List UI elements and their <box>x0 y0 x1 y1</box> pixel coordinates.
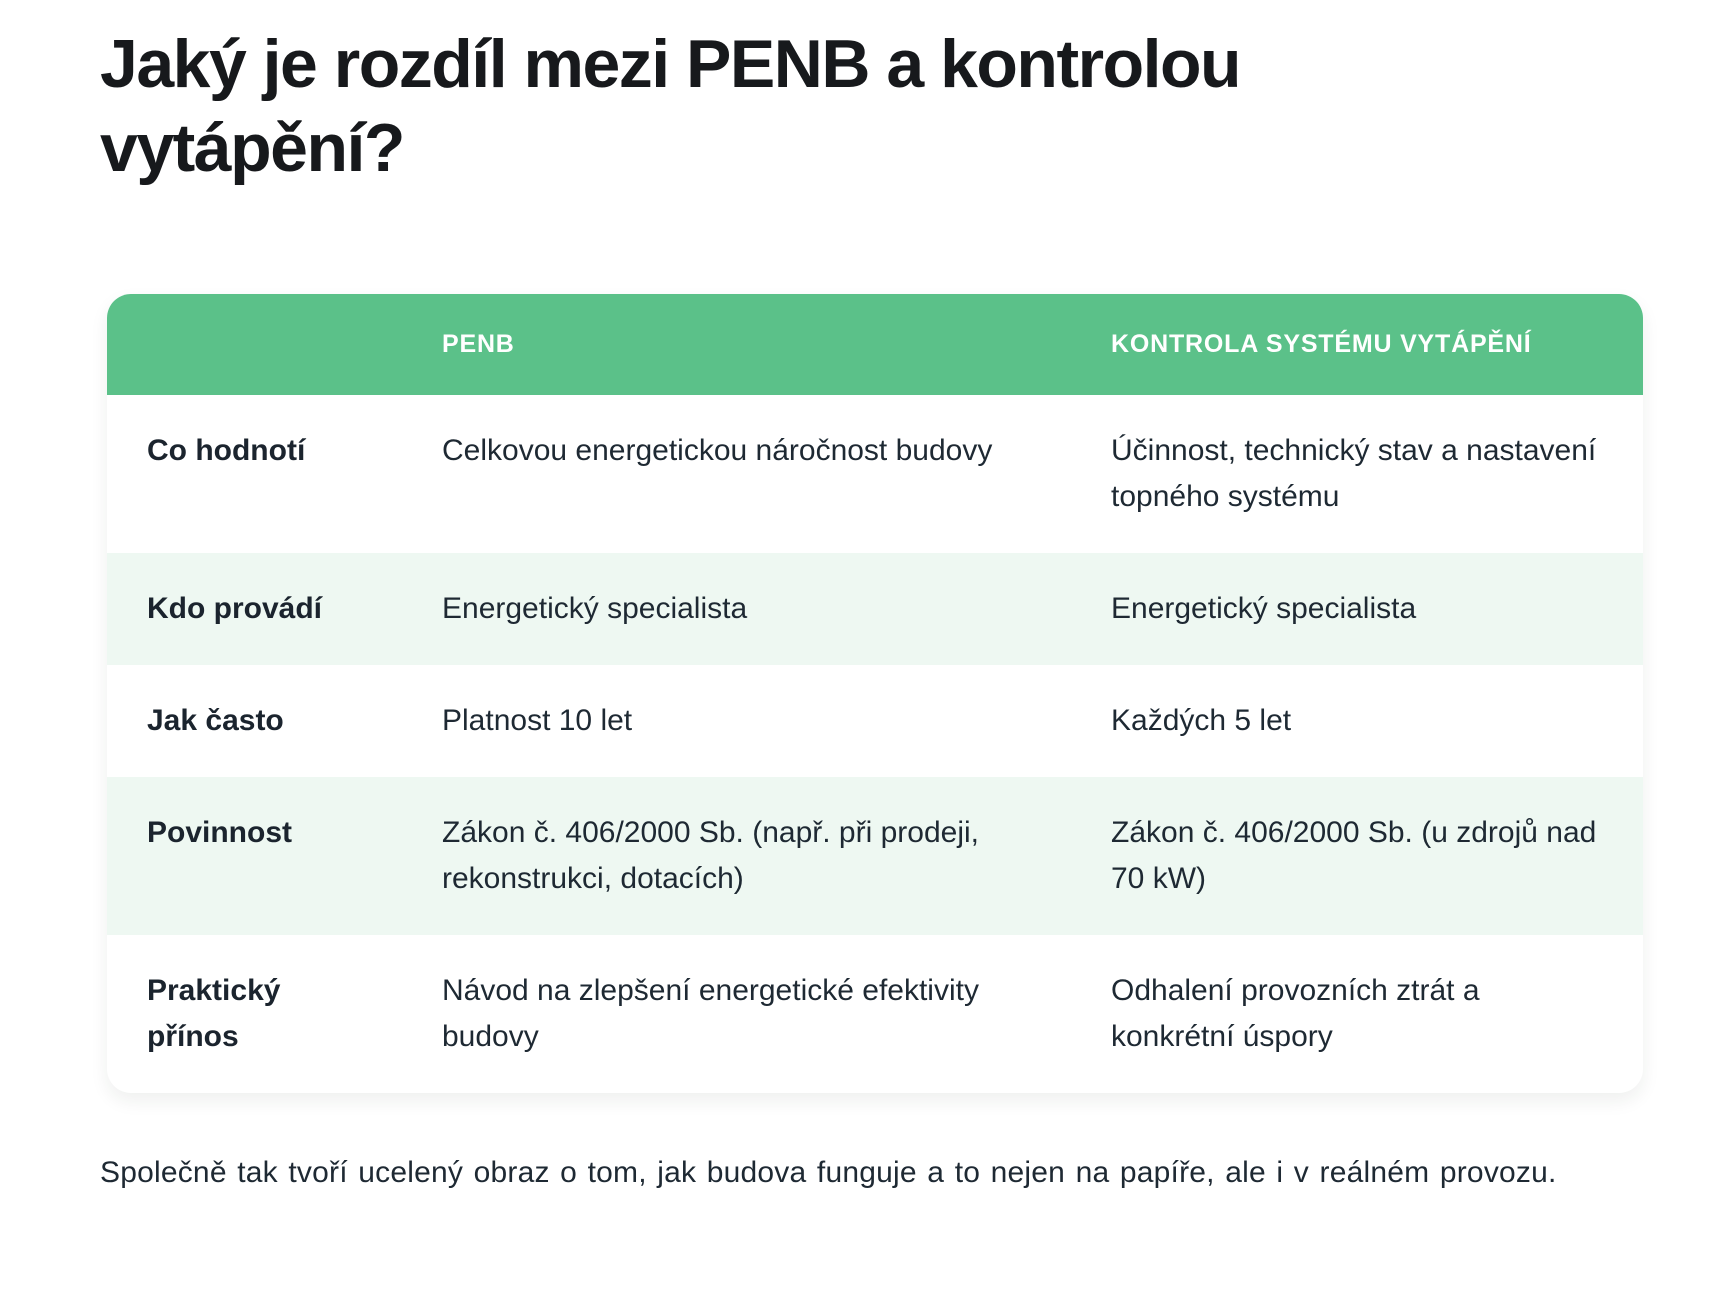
row-label: Praktický přínos <box>147 974 281 1053</box>
penb-cell: Návod na zlepšení energetické efektivity budovy <box>442 974 979 1053</box>
table-header-kontrola: KONTROLA SYSTÉMU VYTÁPĚNÍ <box>1111 330 1532 358</box>
table-row-kdo-provadi <box>107 553 1643 665</box>
penb-cell: Energetický specialista <box>442 592 748 625</box>
page-title-line-2: vytápění? <box>100 110 404 186</box>
row-label: Jak často <box>147 704 284 737</box>
table-row-prakticky-prinos <box>107 935 1643 1093</box>
penb-cell: Zákon č. 406/2000 Sb. (např. při prodeji, rekonstrukci, dotacích) <box>442 816 979 895</box>
closing-paragraph: Společně tak tvoří ucelený obraz o tom, jak budova funguje a to nejen na papíře, ale i v reálném provozu. <box>100 1156 1557 1189</box>
table-header-penb: PENB <box>442 330 515 358</box>
row-label: Kdo provádí <box>147 592 323 625</box>
table-body <box>107 395 1643 1093</box>
kontrola-cell: Účinnost, technický stav a nastavení topného systému <box>1111 434 1597 513</box>
penb-cell: Celkovou energetickou náročnost budovy <box>442 434 993 467</box>
penb-cell: Platnost 10 let <box>442 704 633 737</box>
kontrola-cell: Odhalení provozních ztrát a konkrétní úspory <box>1111 974 1480 1053</box>
table-row-jak-casto <box>107 665 1643 777</box>
kontrola-cell: Energetický specialista <box>1111 592 1417 625</box>
comparison-table <box>107 294 1643 1093</box>
row-label: Co hodnotí <box>147 434 306 467</box>
kontrola-cell: Každých 5 let <box>1111 704 1292 737</box>
kontrola-cell: Zákon č. 406/2000 Sb. (u zdrojů nad 70 kW) <box>1111 816 1597 895</box>
table-row-co-hodnoti <box>107 395 1643 553</box>
page-title <box>100 22 1500 190</box>
row-label: Povinnost <box>147 816 293 849</box>
table-header-row <box>107 294 1643 395</box>
table-row-povinnost <box>107 777 1643 935</box>
page-title-line-1: Jaký je rozdíl mezi PENB a kontrolou <box>100 26 1241 102</box>
